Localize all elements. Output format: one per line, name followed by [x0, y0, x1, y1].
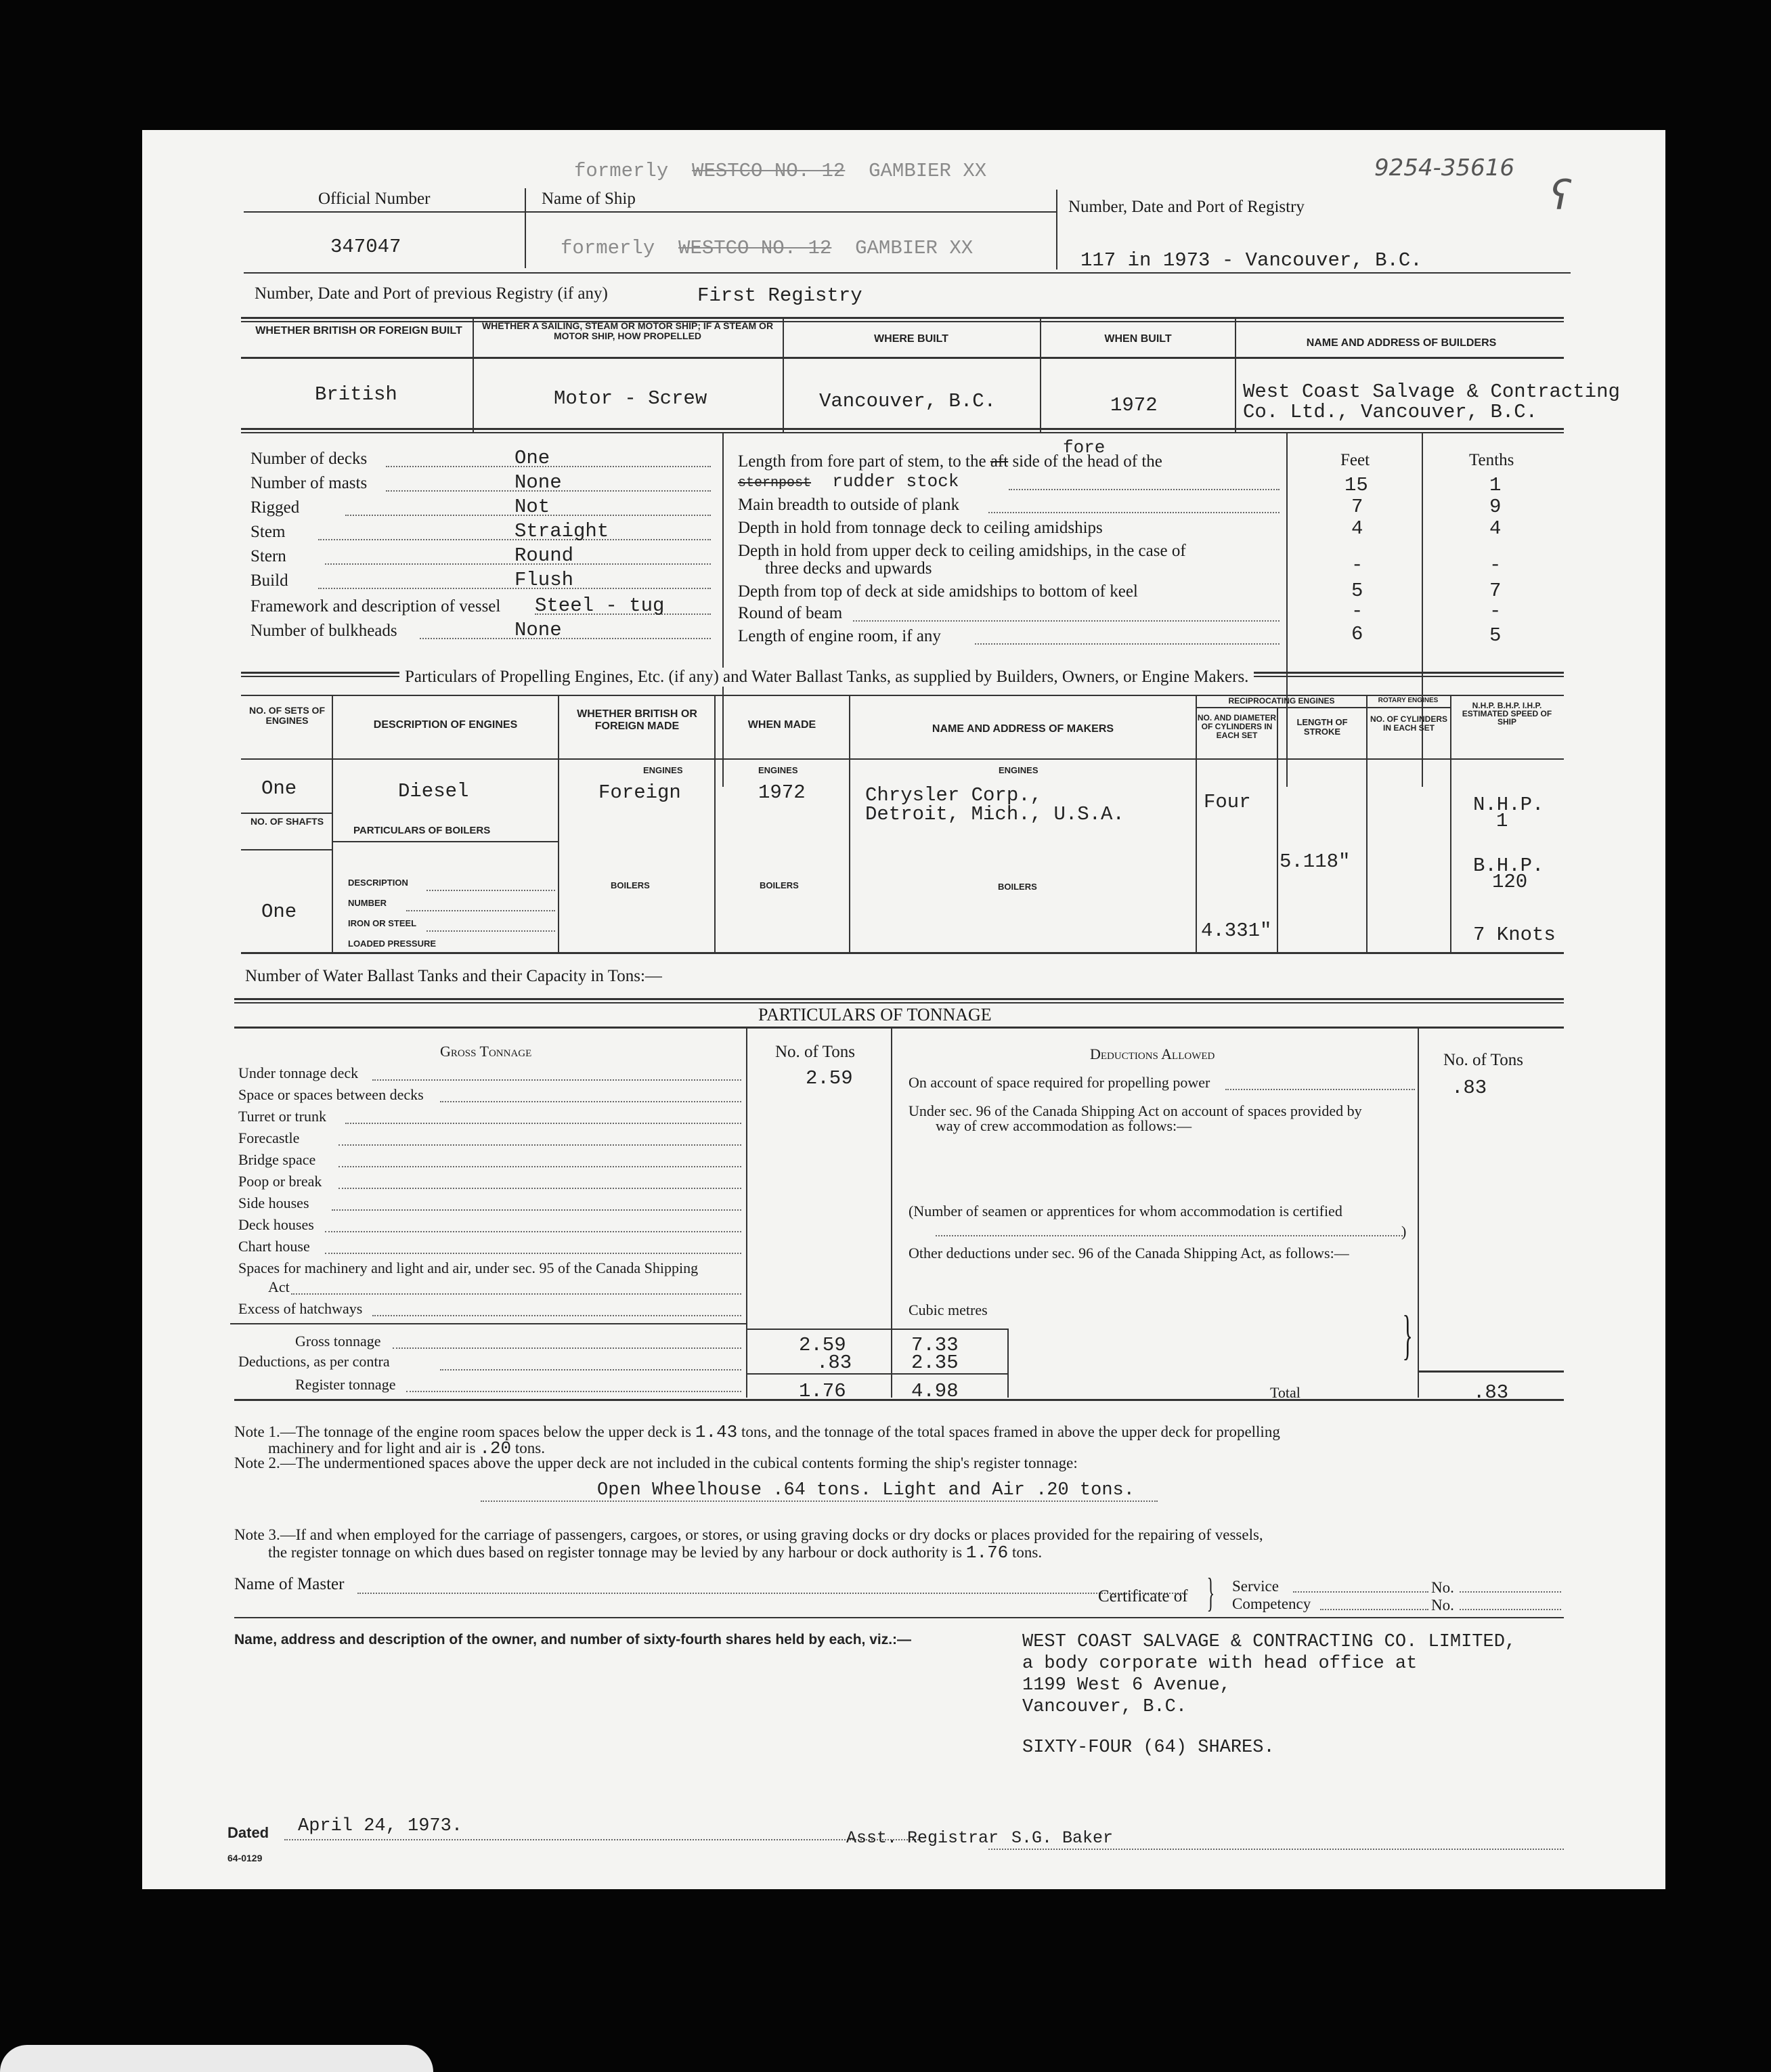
tenths-depth-tonnage: 4 — [1489, 517, 1502, 540]
gross-machinery-act: Act — [268, 1278, 290, 1295]
depth-upper-label2: three decks and upwards — [765, 559, 932, 578]
length-label: Length from fore part of stem, to the aft side of the head of the — [738, 452, 1162, 471]
tenths-engine-room: 5 — [1489, 624, 1502, 647]
col-how-propelled: WHETHER A SAILING, STEAM OR MOTOR SHIP; IF A STEAM OR MOTOR SHIP, HOW PROPELLED — [481, 320, 774, 341]
photo-corner — [0, 2045, 433, 2072]
label-rigged: Rigged — [250, 498, 300, 517]
length-value: sternpost rudder stock — [738, 471, 959, 492]
gross-chart-house: Chart house — [238, 1238, 310, 1255]
propulsion: Motor - Screw — [554, 387, 707, 410]
sub-engines-makers: ENGINES — [999, 765, 1038, 775]
owner-label: Name, address and description of the owner, and number of sixty-fourth shares held by each, viz.:— — [234, 1632, 912, 1647]
shafts-label: NO. OF SHAFTS — [250, 816, 324, 827]
engine-room-label: Length of engine room, if any — [738, 627, 941, 645]
feet-engine-room: 6 — [1351, 623, 1363, 645]
gross-hatchways: Excess of hatchways — [238, 1300, 363, 1317]
maker-line2: Detroit, Mich., U.S.A. — [865, 803, 1124, 825]
col-british-built: WHETHER BRITISH OR FOREIGN BUILT — [255, 325, 462, 337]
col-recip: RECIPROCATING ENGINES — [1228, 696, 1335, 706]
sub-boilers-when: BOILERS — [760, 880, 799, 890]
shafts: One — [261, 901, 297, 923]
file-number: 9254-35616 — [1374, 154, 1514, 181]
registrar-name: S.G. Baker — [1011, 1828, 1114, 1848]
label-bulkheads: Number of bulkheads — [250, 622, 397, 640]
col-rotary-cylinders: NO. OF CYLINDERS IN EACH SET — [1370, 714, 1447, 733]
value-decks: One — [515, 447, 550, 469]
gross-turret: Turret or trunk — [238, 1108, 326, 1125]
former-name-top: formerly WESTCO NO. 12 GAMBIER XX — [574, 160, 987, 182]
col-stroke: LENGTH OF STROKE — [1296, 717, 1348, 737]
official-number: 347047 — [330, 236, 401, 258]
deduction-seamen: (Number of seamen or apprentices for whom accommodation is certified — [909, 1203, 1342, 1220]
sub-boilers-makers: BOILERS — [998, 882, 1037, 892]
note2-value: Open Wheelhouse .64 tons. Light and Air .20 tons. — [597, 1480, 1135, 1501]
col-when-built: WHEN BUILT — [1104, 333, 1172, 345]
when-built: 1972 — [1110, 394, 1158, 416]
gross-between-decks: Space or spaces between decks — [238, 1086, 424, 1103]
propelling-tons: .83 — [1451, 1077, 1487, 1099]
breadth-label: Main breadth to outside of plank — [738, 496, 960, 514]
engine-when-made: 1972 — [758, 781, 806, 804]
service-no-label: No. — [1431, 1579, 1454, 1596]
boiler-number-label: NUMBER — [348, 898, 387, 908]
sub-engines-when: ENGINES — [758, 765, 798, 775]
ship-name: formerly WESTCO NO. 12 GAMBIER XX — [561, 237, 974, 259]
deduction-crew-2: way of crew accommodation as follows:— — [936, 1117, 1192, 1134]
engine-sets: One — [261, 777, 297, 800]
register-tons: 1.76 — [799, 1380, 846, 1402]
boiler-pressure-label: LOADED PRESSURE — [348, 938, 437, 949]
stroke: 5.118" — [1280, 850, 1351, 873]
feet-round-beam: - — [1351, 600, 1363, 622]
value-framework: Steel - tug — [535, 595, 665, 617]
col-cylinders: NO. AND DIAMETER OF CYLINDERS IN EACH SET — [1197, 713, 1277, 740]
round-beam-label: Round of beam — [738, 604, 843, 622]
cylinder-diameter: 4.331" — [1201, 920, 1272, 942]
deduction-propelling: On account of space required for propelling power — [909, 1074, 1210, 1091]
master-label: Name of Master — [234, 1575, 345, 1593]
dated-value: April 24, 1973. — [298, 1816, 463, 1836]
value-masts: None — [515, 471, 562, 494]
label-masts: Number of masts — [250, 474, 368, 492]
gross-header: Gross Tonnage — [440, 1043, 532, 1060]
register-tonnage-label: Register tonnage — [295, 1376, 396, 1393]
official-number-label: Official Number — [318, 190, 431, 208]
paren-close: ) — [1401, 1223, 1407, 1240]
bhp-label: B.H.P. — [1473, 855, 1544, 877]
depth-upper-label: Depth in hold from upper deck to ceiling amidships, in the case of — [738, 542, 1186, 560]
nhp-label: N.H.P. — [1473, 794, 1544, 816]
tenths-round-beam: - — [1489, 600, 1502, 622]
owner-line1: WEST COAST SALVAGE & CONTRACTING CO. LIMITED, — [1022, 1632, 1516, 1652]
registry-label: Number, Date and Port of Registry — [1068, 198, 1305, 216]
maker-line1: Chrysler Corp., — [865, 784, 1043, 806]
registry-value: 117 in 1973 - Vancouver, B.C. — [1080, 249, 1422, 272]
registrar-label: Asst. Registrar — [846, 1828, 999, 1848]
cert-brace: } — [1206, 1570, 1215, 1615]
sub-boilers-british: BOILERS — [611, 880, 650, 890]
feet-depth-keel: 5 — [1351, 580, 1363, 602]
register-cubic: 4.98 — [911, 1380, 959, 1402]
note1: Note 1.—The tonnage of the engine room spaces below the upper deck is 1.43 tons, and the tonnage of the total spaces framed in above the upper deck for propelling — [234, 1422, 1280, 1442]
boiler-iron-label: IRON OR STEEL — [348, 918, 417, 928]
deductions-cubic: 2.35 — [911, 1352, 959, 1374]
tenths-depth-upper: - — [1489, 554, 1502, 576]
competency-no-label: No. — [1431, 1597, 1454, 1614]
sub-engines-british: ENGINES — [643, 765, 683, 775]
feet-header: Feet — [1340, 451, 1370, 469]
feet-depth-upper: - — [1351, 554, 1363, 576]
engine-origin: Foreign — [598, 781, 681, 804]
builder-line1: West Coast Salvage & Contracting — [1243, 381, 1620, 403]
col-where-built: WHERE BUILT — [874, 333, 948, 345]
tenths-depth-keel: 7 — [1489, 580, 1502, 602]
gross-under-deck: Under tonnage deck — [238, 1064, 359, 1081]
label-stem: Stem — [250, 523, 286, 541]
col-british-made: WHETHER BRITISH OR FOREIGN MADE — [577, 708, 697, 732]
feet-breadth: 7 — [1351, 496, 1363, 518]
tenths-header: Tenths — [1469, 451, 1514, 469]
col-power: N.H.P. B.H.P. I.H.P. ESTIMATED SPEED OF SHIP — [1462, 701, 1552, 727]
value-build: Flush — [515, 569, 574, 591]
brace: } — [1402, 1305, 1413, 1365]
depth-tonnage-label: Depth in hold from tonnage deck to ceiling amidships — [738, 519, 1103, 537]
registry-document — [142, 130, 1665, 1889]
owner-line3: 1199 West 6 Avenue, — [1022, 1675, 1231, 1696]
col-makers: NAME AND ADDRESS OF MAKERS — [932, 723, 1114, 735]
value-stem: Straight — [515, 520, 609, 542]
tick-mark: ʕ — [1550, 172, 1571, 219]
note3: Note 3.—If and when employed for the carriage of passengers, cargoes, or stores, or using graving docks or dry docks or places provided for the repairing of vessels, — [234, 1526, 1263, 1543]
boiler-description-label: DESCRIPTION — [348, 878, 408, 888]
gross-forecastle: Forecastle — [238, 1129, 300, 1146]
tons-header-right: No. of Tons — [1443, 1051, 1523, 1069]
owner-line2: a body corporate with head office at — [1022, 1654, 1418, 1674]
gross-cubic: 7.33 — [911, 1334, 959, 1356]
tonnage-title: PARTICULARS OF TONNAGE — [758, 1005, 992, 1024]
cylinders: Four — [1204, 791, 1251, 813]
builder-line2: Co. Ltd., Vancouver, B.C. — [1243, 401, 1538, 423]
total-value: .83 — [1473, 1381, 1509, 1404]
where-built: Vancouver, B.C. — [819, 390, 997, 412]
label-decks: Number of decks — [250, 450, 368, 468]
ship-name-label: Name of Ship — [542, 190, 636, 208]
feet-length: 15 — [1344, 474, 1368, 496]
col-rotary: ROTARY ENGINES — [1378, 697, 1439, 704]
deduction-crew: Under sec. 96 of the Canada Shipping Act on account of spaces provided by — [909, 1102, 1362, 1119]
owner-shares: SIXTY-FOUR (64) SHARES. — [1022, 1738, 1275, 1758]
gross-machinery: Spaces for machinery and light and air, under sec. 95 of the Canada Shipping — [238, 1259, 699, 1276]
form-code: 64-0129 — [227, 1853, 263, 1863]
cubic-metres-label: Cubic metres — [909, 1301, 988, 1318]
value-bulkheads: None — [515, 619, 562, 641]
owner-line4: Vancouver, B.C. — [1022, 1697, 1187, 1717]
speed: 7 Knots — [1473, 924, 1556, 946]
engine-description: Diesel — [398, 780, 469, 802]
nhp-value: 1 — [1496, 810, 1508, 832]
label-stern: Stern — [250, 547, 286, 565]
gross-tonnage-label: Gross tonnage — [295, 1333, 381, 1350]
value-stern: Round — [515, 544, 574, 567]
feet-depth-tonnage: 4 — [1351, 517, 1363, 540]
gross-bridge: Bridge space — [238, 1151, 316, 1168]
deductions-tons: .83 — [816, 1352, 852, 1374]
label-framework: Framework and description of vessel — [250, 597, 501, 616]
tenths-breadth: 9 — [1489, 496, 1502, 518]
dated-label: Dated — [227, 1824, 269, 1841]
bhp-value: 120 — [1492, 871, 1528, 893]
length-insert: fore — [1063, 437, 1106, 458]
previous-registry: First Registry — [697, 284, 862, 307]
col-builders: NAME AND ADDRESS OF BUILDERS — [1306, 337, 1497, 349]
col-description: DESCRIPTION OF ENGINES — [373, 719, 518, 731]
value-rigged: Not — [515, 496, 550, 518]
gross-poop: Poop or break — [238, 1173, 322, 1190]
boilers-label: PARTICULARS OF BOILERS — [353, 825, 491, 836]
label-build: Build — [250, 571, 288, 590]
certificate-label: Certificate of — [1098, 1587, 1188, 1605]
competency-label: Competency — [1232, 1595, 1311, 1612]
service-label: Service — [1232, 1578, 1279, 1595]
gross-side-houses: Side houses — [238, 1194, 309, 1211]
ballast-label: Number of Water Ballast Tanks and their Capacity in Tons:— — [245, 967, 662, 985]
gross-deck-houses: Deck houses — [238, 1216, 314, 1233]
col-when-made: WHEN MADE — [747, 719, 816, 731]
note3-cont: the register tonnage on which dues based on register tonnage may be levied by any harbour or dock authority is 1.76 tons. — [268, 1542, 1043, 1563]
depth-keel-label: Depth from top of deck at side amidships to bottom of keel — [738, 582, 1138, 601]
total-label: Total — [1270, 1384, 1300, 1401]
deduction-other: Other deductions under sec. 96 of the Canada Shipping Act, as follows:— — [909, 1245, 1349, 1261]
tons-header: No. of Tons — [775, 1043, 855, 1061]
gross-tons: 2.59 — [799, 1334, 846, 1356]
note1-cont: machinery and for light and air is .20 tons. — [268, 1438, 545, 1459]
note2: Note 2.—The undermentioned spaces above the upper deck are not included in the cubical contents forming the ship's register tonnage: — [234, 1454, 1078, 1471]
col-sets: NO. OF SETS OF ENGINES — [248, 705, 325, 726]
previous-registry-label: Number, Date and Port of previous Registry (if any) — [255, 284, 608, 303]
under-deck-tons: 2.59 — [806, 1067, 853, 1089]
engines-title: Particulars of Propelling Engines, Etc. (if any) and Water Ballast Tanks, as supplied by Builders, Owners, or Engine Makers. — [399, 668, 1254, 687]
deductions-header: Deductions Allowed — [1090, 1045, 1215, 1062]
built-british: British — [315, 383, 397, 406]
deductions-contra-label: Deductions, as per contra — [238, 1353, 390, 1370]
tenths-length: 1 — [1489, 474, 1502, 496]
